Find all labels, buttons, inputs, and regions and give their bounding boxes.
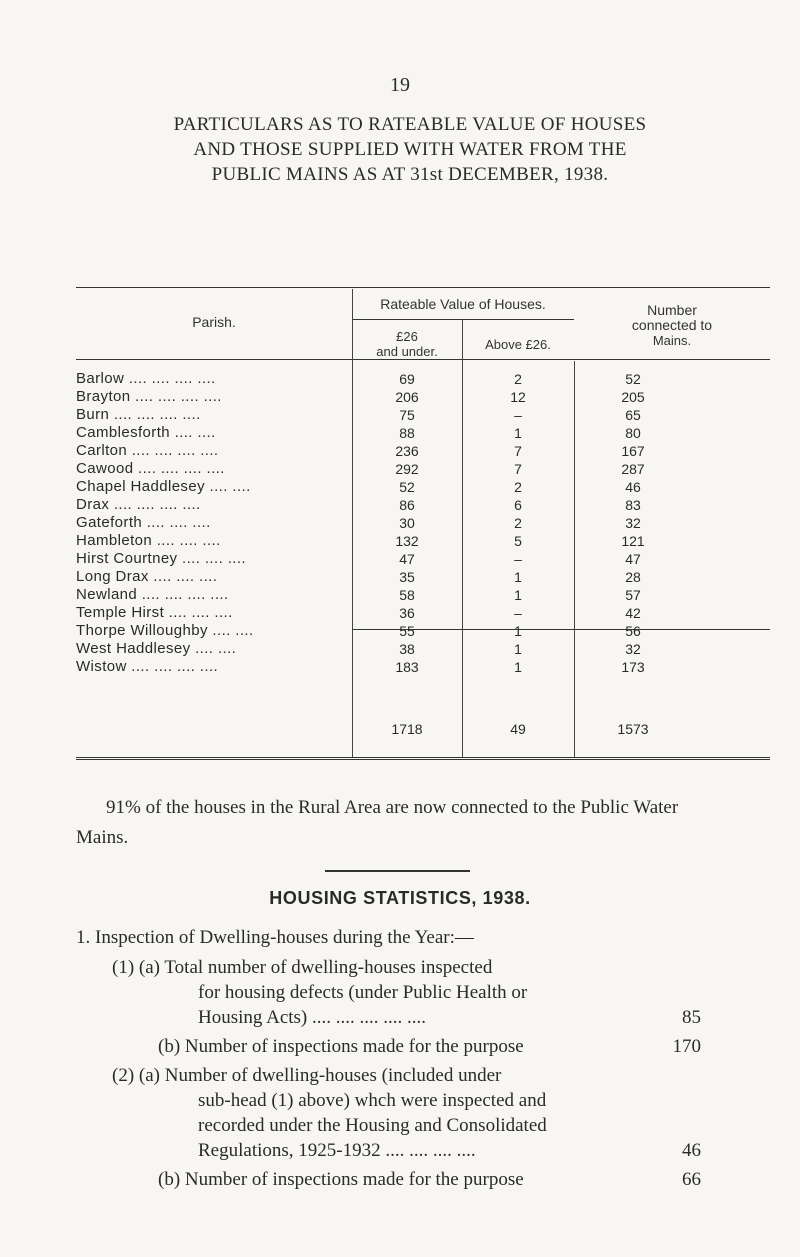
item-2b-value: 66	[682, 1169, 701, 1190]
parish-name: Burn .... .... .... ....	[76, 406, 201, 423]
value-connected: 205	[621, 389, 645, 405]
value-under-26: 206	[395, 389, 419, 405]
item-1b: (b) Number of inspections made for the purpose	[158, 1036, 524, 1057]
page-number: 19	[390, 74, 410, 96]
table-row	[76, 657, 770, 677]
value-connected: 173	[621, 659, 645, 675]
item-1b-value: 170	[672, 1036, 701, 1057]
value-above-26: 1	[514, 425, 522, 441]
parish-name: Brayton .... .... .... ....	[76, 388, 222, 405]
value-connected: 56	[625, 623, 641, 639]
value-connected: 121	[621, 533, 645, 549]
value-above-26: 1	[514, 659, 522, 675]
value-above-26: –	[514, 605, 522, 621]
value-connected: 65	[625, 407, 641, 423]
header-under-26-line-1: £26	[396, 329, 418, 344]
item-2a-line-4: Regulations, 1925-1932 .... .... .... ....	[198, 1140, 476, 1161]
section-divider	[325, 870, 470, 872]
table-row	[76, 369, 770, 389]
table-row	[76, 567, 770, 587]
value-connected: 57	[625, 587, 641, 603]
parish-name: West Haddlesey .... ....	[76, 640, 237, 657]
value-connected: 287	[621, 461, 645, 477]
header-connected	[574, 303, 770, 348]
value-under-26: 292	[395, 461, 419, 477]
table-row	[76, 639, 770, 659]
value-connected: 80	[625, 425, 641, 441]
value-connected: 46	[625, 479, 641, 495]
value-above-26: 7	[514, 443, 522, 459]
parish-name: Hambleton .... .... ....	[76, 532, 221, 549]
parish-name: Hirst Courtney .... .... ....	[76, 550, 246, 567]
table-top-rule	[76, 287, 770, 288]
table-row	[76, 405, 770, 425]
value-connected: 52	[625, 371, 641, 387]
value-under-26: 58	[399, 587, 415, 603]
header-rateable-value: Rateable Value of Houses.	[380, 296, 546, 312]
total-connected: 1573	[617, 721, 649, 737]
value-under-26: 52	[399, 479, 415, 495]
value-connected: 28	[625, 569, 641, 585]
value-connected: 47	[625, 551, 641, 567]
table-row	[76, 477, 770, 497]
value-under-26: 69	[399, 371, 415, 387]
value-above-26: 6	[514, 497, 522, 513]
item-2b: (b) Number of inspections made for the purpose	[158, 1169, 524, 1190]
item-1-heading: 1. Inspection of Dwelling-houses during the Year:—	[76, 927, 474, 948]
parish-name: Temple Hirst .... .... ....	[76, 604, 233, 621]
header-parish: Parish.	[192, 314, 236, 330]
table-row	[76, 423, 770, 443]
value-under-26: 30	[399, 515, 415, 531]
table-row	[76, 387, 770, 407]
header-under-26	[352, 329, 462, 359]
title-line-2: AND THOSE SUPPLIED WITH WATER FROM THE	[193, 139, 627, 160]
table-row	[76, 549, 770, 569]
table-row	[76, 531, 770, 551]
parish-name: Camblesforth .... ....	[76, 424, 216, 441]
value-under-26: 86	[399, 497, 415, 513]
value-connected: 167	[621, 443, 645, 459]
title-line-3: PUBLIC MAINS AS AT 31st DECEMBER, 1938.	[211, 164, 609, 185]
parish-name: Wistow .... .... .... ....	[76, 658, 219, 675]
table-row	[76, 513, 770, 533]
rateable-value-table	[76, 287, 770, 767]
value-connected: 32	[625, 515, 641, 531]
value-under-26: 75	[399, 407, 415, 423]
value-above-26: 12	[510, 389, 526, 405]
header-under-26-line-2: and under.	[376, 344, 438, 359]
value-under-26: 88	[399, 425, 415, 441]
table-row	[76, 459, 770, 479]
value-above-26: –	[514, 551, 522, 567]
table-row	[76, 495, 770, 515]
item-2a-line-3: recorded under the Housing and Consolidated	[198, 1115, 547, 1136]
parish-name: Carlton .... .... .... ....	[76, 442, 219, 459]
value-connected: 83	[625, 497, 641, 513]
value-above-26: 5	[514, 533, 522, 549]
parish-name: Gateforth .... .... ....	[76, 514, 211, 531]
value-above-26: 7	[514, 461, 522, 477]
table-header-rule	[76, 359, 770, 360]
header-connected-line-3: Mains.	[652, 333, 692, 348]
item-1a-line-1: (1) (a) Total number of dwelling-houses inspected	[112, 957, 493, 978]
parish-name: Barlow .... .... .... ....	[76, 370, 216, 387]
parish-name: Chapel Haddlesey .... ....	[76, 478, 251, 495]
value-under-26: 47	[399, 551, 415, 567]
item-1a-line-3: Housing Acts) .... .... .... .... ....	[198, 1007, 426, 1028]
table-row	[76, 585, 770, 605]
value-under-26: 132	[395, 533, 419, 549]
header-connected-line-1: Number	[647, 302, 697, 318]
value-above-26: 1	[514, 623, 522, 639]
subheader-rule	[352, 319, 574, 320]
parish-name: Thorpe Willoughby .... ....	[76, 622, 254, 639]
value-above-26: –	[514, 407, 522, 423]
value-above-26: 2	[514, 479, 522, 495]
table-bottom-rule	[76, 757, 770, 760]
housing-statistics-title: HOUSING STATISTICS, 1938.	[269, 888, 531, 908]
item-1a-line-2: for housing defects (under Public Health or	[198, 982, 528, 1003]
item-2a-line-2: sub-head (1) above) whch were inspected and	[198, 1090, 547, 1111]
value-under-26: 38	[399, 641, 415, 657]
value-above-26: 1	[514, 641, 522, 657]
value-above-26: 1	[514, 587, 522, 603]
header-above-26: Above £26.	[485, 337, 551, 352]
value-under-26: 183	[395, 659, 419, 675]
value-under-26: 36	[399, 605, 415, 621]
parish-name: Long Drax .... .... ....	[76, 568, 218, 585]
parish-name: Newland .... .... .... ....	[76, 586, 229, 603]
parish-name: Cawood .... .... .... ....	[76, 460, 225, 477]
table-row	[76, 441, 770, 461]
value-connected: 42	[625, 605, 641, 621]
connection-statement: 91% of the houses in the Rural Area are now connected to the Public Water Mains.	[76, 797, 679, 848]
value-under-26: 55	[399, 623, 415, 639]
table-row	[76, 621, 770, 641]
parish-name: Drax .... .... .... ....	[76, 496, 201, 513]
item-2a-line-1: (2) (a) Number of dwelling-houses (included under	[112, 1065, 502, 1086]
title-line-1: PARTICULARS AS TO RATEABLE VALUE OF HOUSES	[173, 114, 647, 135]
table-row	[76, 603, 770, 623]
value-above-26: 2	[514, 515, 522, 531]
total-above-26: 49	[510, 721, 526, 737]
value-above-26: 1	[514, 569, 522, 585]
page-title	[60, 112, 760, 187]
item-2a-value: 46	[682, 1140, 701, 1161]
header-connected-line-2: connected to	[631, 317, 713, 333]
value-under-26: 35	[399, 569, 415, 585]
totals-row	[76, 719, 770, 739]
value-connected: 32	[625, 641, 641, 657]
value-above-26: 2	[514, 371, 522, 387]
value-under-26: 236	[395, 443, 419, 459]
total-under-26: 1718	[391, 721, 423, 737]
item-1a-value: 85	[682, 1007, 701, 1028]
